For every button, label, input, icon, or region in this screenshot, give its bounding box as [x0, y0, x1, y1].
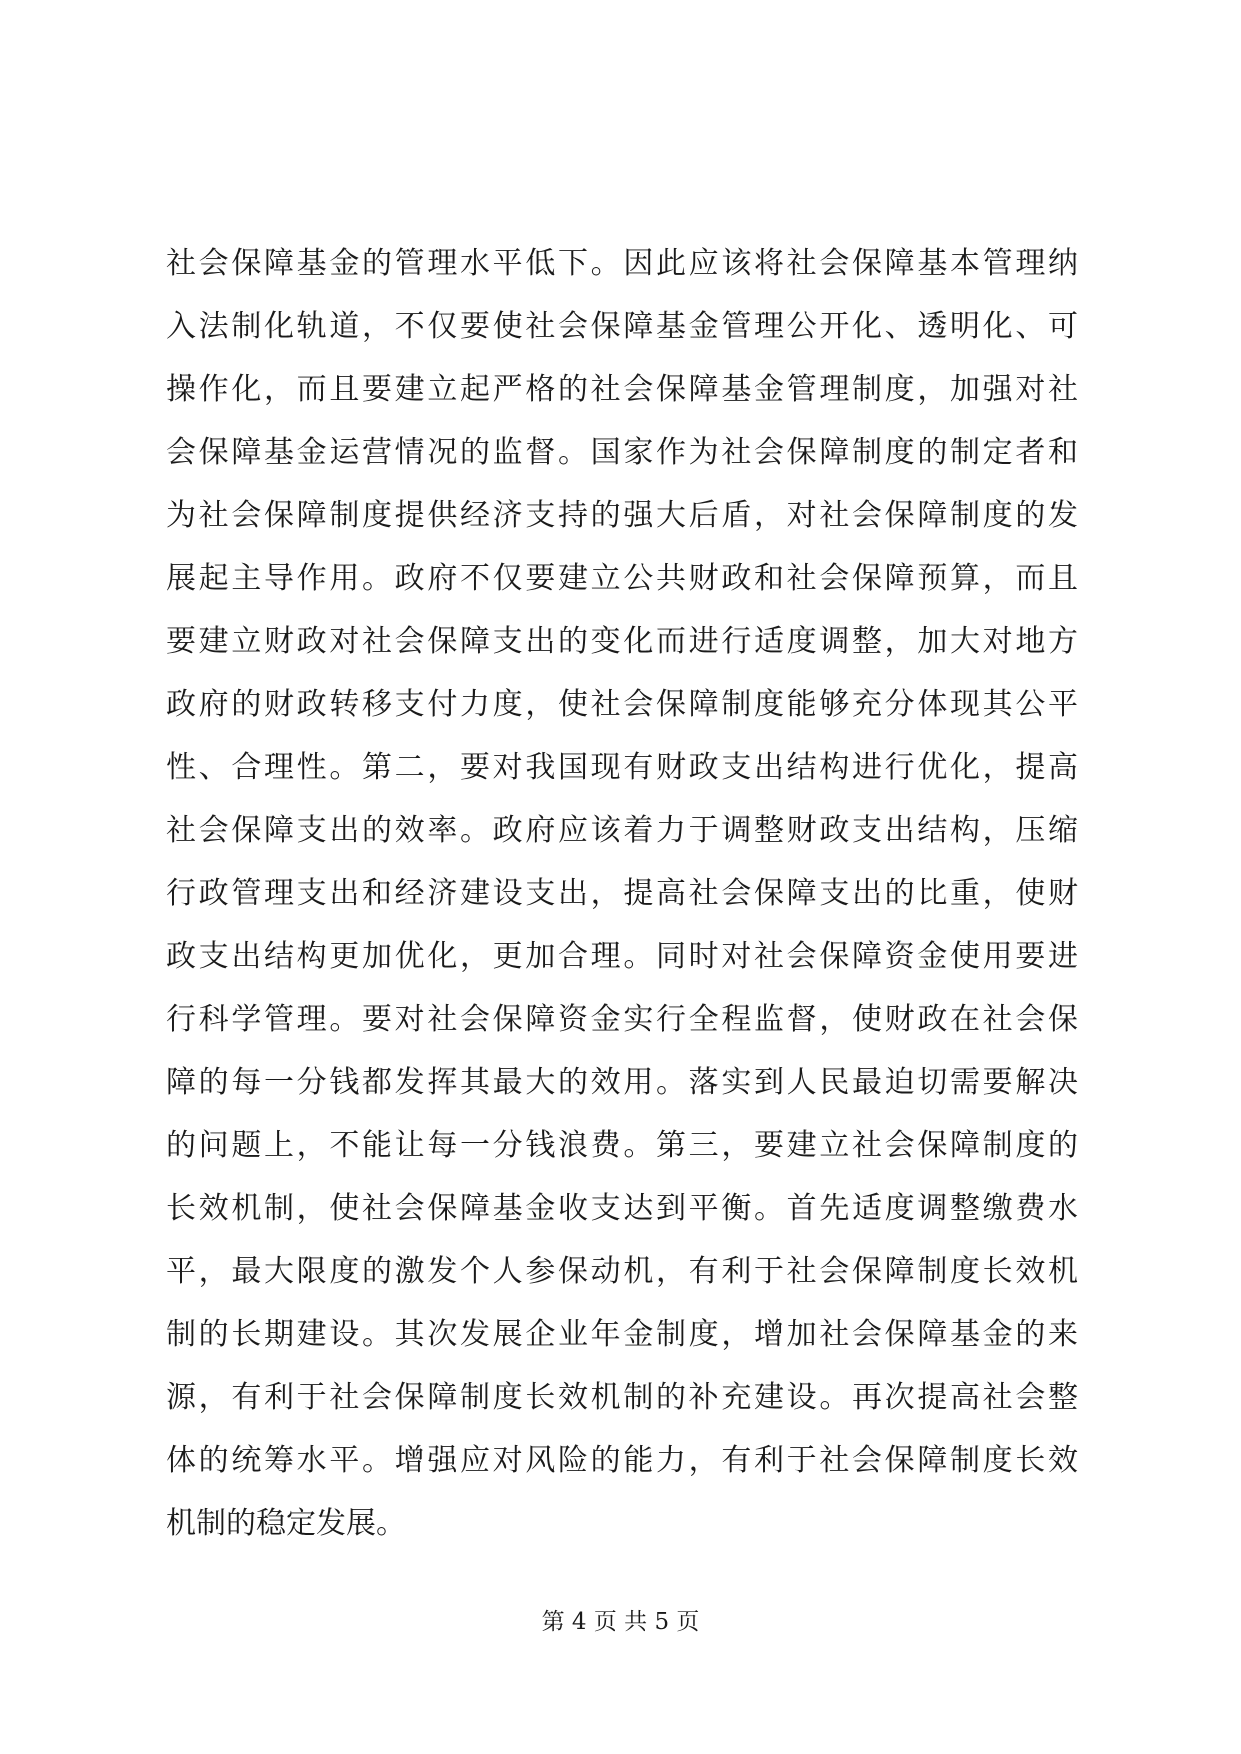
text-line: 行政管理支出和经济建设支出，提高社会保障支出的比重，使财	[166, 876, 1078, 911]
text-line: 要建立财政对社会保障支出的变化而进行适度调整，加大对地方	[166, 624, 1078, 659]
body-text	[166, 232, 1078, 1555]
text-line: 源，有利于社会保障制度长效机制的补充建设。再次提高社会整	[166, 1380, 1078, 1415]
text-line: 制的长期建设。其次发展企业年金制度，增加社会保障基金的来	[166, 1317, 1078, 1352]
text-line: 展起主导作用。政府不仅要建立公共财政和社会保障预算，而且	[166, 561, 1078, 596]
text-line: 操作化，而且要建立起严格的社会保障基金管理制度，加强对社	[166, 372, 1078, 407]
text-line: 入法制化轨道，不仅要使社会保障基金管理公开化、透明化、可	[166, 309, 1078, 344]
text-line: 政府的财政转移支付力度，使社会保障制度能够充分体现其公平	[166, 687, 1078, 722]
text-line: 障的每一分钱都发挥其最大的效用。落实到人民最迫切需要解决	[166, 1065, 1078, 1100]
text-line: 长效机制，使社会保障基金收支达到平衡。首先适度调整缴费水	[166, 1191, 1078, 1226]
text-line: 机制的稳定发展。	[166, 1506, 406, 1541]
page-number-footer: 第 4 页 共 5 页	[541, 1609, 700, 1635]
text-line: 会保障基金运营情况的监督。国家作为社会保障制度的制定者和	[166, 435, 1078, 470]
text-line: 社会保障支出的效率。政府应该着力于调整财政支出结构，压缩	[166, 813, 1078, 848]
text-line: 性、合理性。第二，要对我国现有财政支出结构进行优化，提高	[166, 750, 1078, 785]
text-line: 社会保障基金的管理水平低下。因此应该将社会保障基本管理纳	[166, 246, 1078, 281]
text-line: 体的统筹水平。增强应对风险的能力，有利于社会保障制度长效	[166, 1443, 1078, 1478]
text-line: 的问题上，不能让每一分钱浪费。第三，要建立社会保障制度的	[166, 1128, 1078, 1163]
text-line: 行科学管理。要对社会保障资金实行全程监督，使财政在社会保	[166, 1002, 1078, 1037]
text-line: 平，最大限度的激发个人参保动机，有利于社会保障制度长效机	[166, 1254, 1078, 1289]
text-line: 政支出结构更加优化，更加合理。同时对社会保障资金使用要进	[166, 939, 1078, 974]
text-line: 为社会保障制度提供经济支持的强大后盾，对社会保障制度的发	[166, 498, 1078, 533]
